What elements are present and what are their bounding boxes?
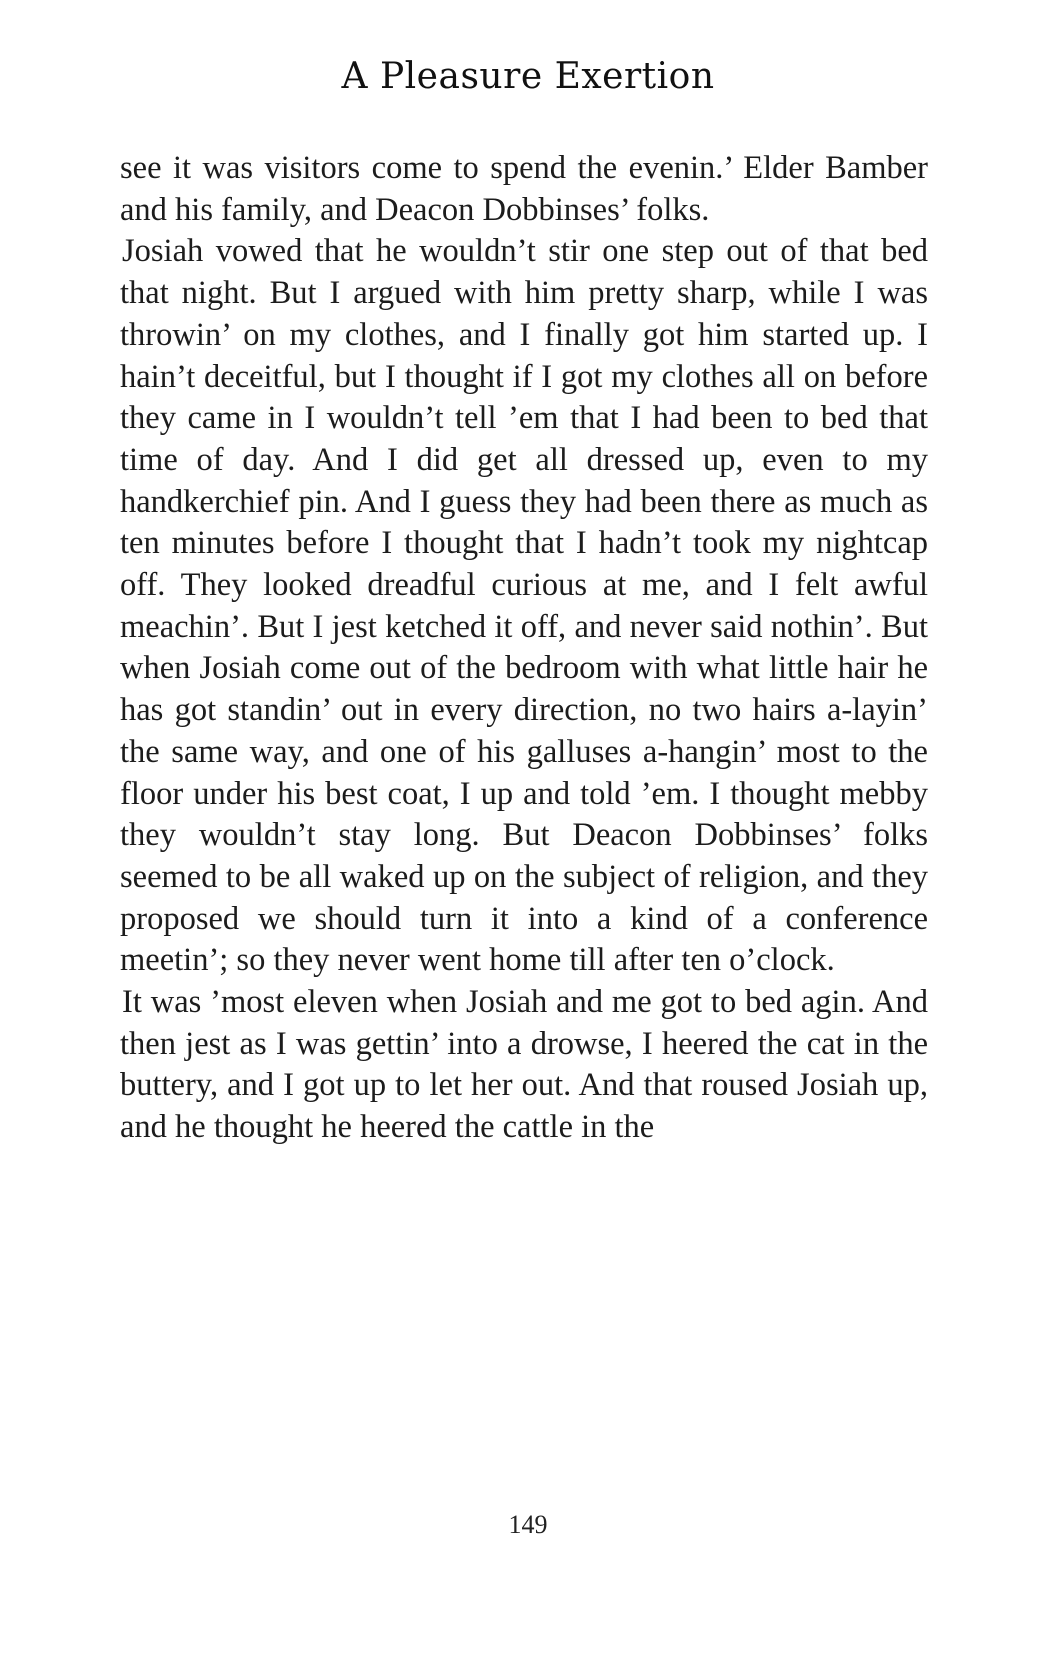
running-head: A Pleasure Exertion [341, 56, 715, 97]
paragraph-2: Josiah vowed that he wouldn’t stir one step out of that bed that night. But I argued with him pretty sharp, while I was throwin’ on my clothes, and I finally got him started up. I hain’t deceitful, but I thought if I got my clothes all on before they came in I wouldn’t tell ’em that I had been to bed that time of day. And I did get all dressed up, even to my handkerchief pin. And I guess they had been there as much as ten minutes before I thought that I hadn’t took my nightcap off. They looked dreadful curious at me, and I felt awful meachin’. But I jest ketched it off, and never said nothin’. But when Josiah come out of the bedroom with what little hair he has got standin’ out in every direction, no two hairs a-layin’ the same way, and one of his galluses a-hangin’ most to the floor under his best coat, I up and told ’em. I thought mebby they wouldn’t stay long. But Deacon Dobbinses’ folks seemed to be all waked up on the subject of religion, and they proposed we should turn it into a kind of a conference meetin’; so they never went home till after ten o’clock. [120, 233, 928, 979]
paragraph-3: It was ’most eleven when Josiah and me got to bed agin. And then jest as I was gettin’ into a drowse, I heered the cat in the buttery, and I got up to let her out. And that roused Josiah up, and he thought he heered the cattle in the [120, 984, 928, 1146]
paragraph-1: see it was visitors come to spend the evenin.’ Elder Bamber and his family, and Deacon Dobbinses’ folks. [120, 150, 928, 228]
body-text [120, 148, 928, 1149]
page-number: 149 [508, 1510, 548, 1539]
